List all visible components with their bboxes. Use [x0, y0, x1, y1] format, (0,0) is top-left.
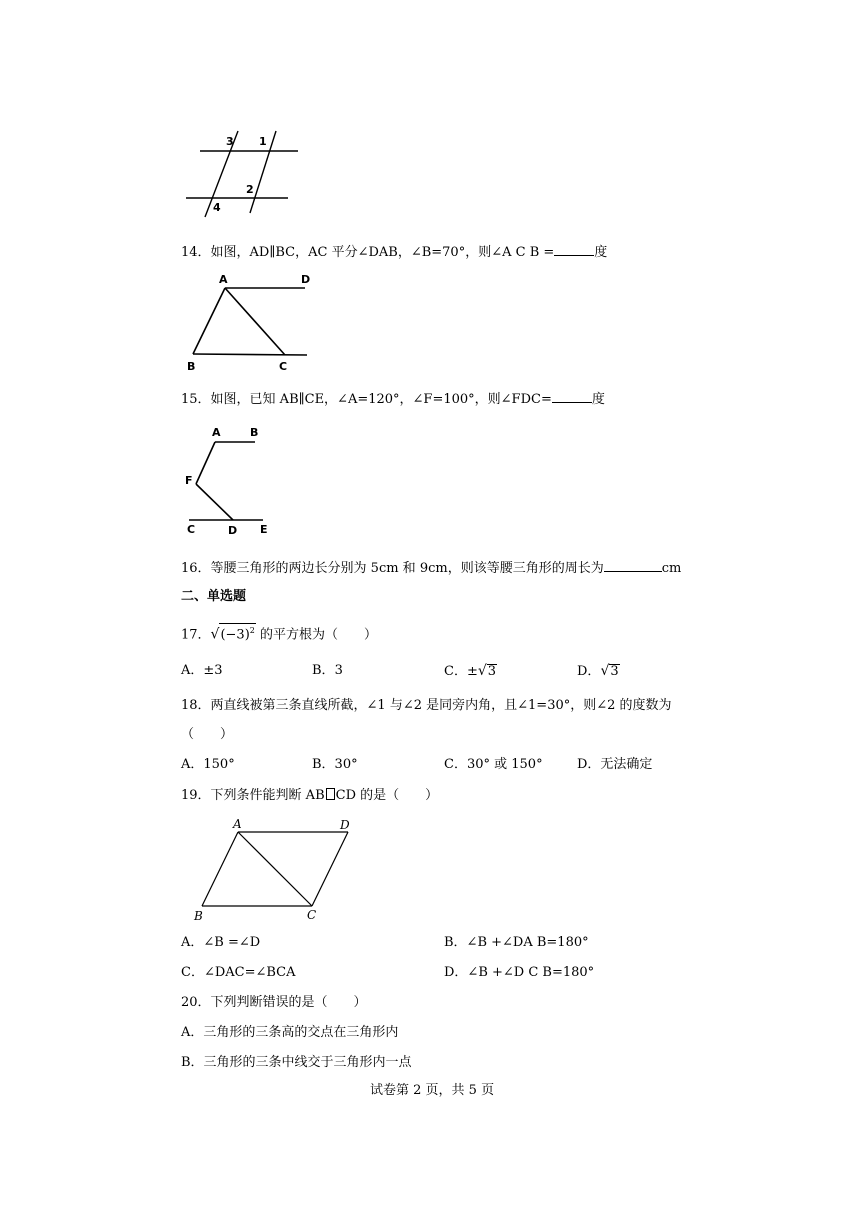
q15-answer-blank[interactable] [552, 390, 592, 403]
q17-option-a[interactable]: A．±3 [181, 663, 223, 678]
q13-figure [180, 125, 305, 220]
q19-text-end: CD 的是（ ） [335, 788, 439, 803]
q15-suffix: 度 [591, 392, 605, 407]
q15-text: 15．如图，已知 AB∥CE，∠A=120°，∠F=100°，则∠FDC= [181, 392, 552, 407]
q15-label-D: D [228, 524, 238, 537]
q17-prefix: 17． [181, 627, 211, 643]
q17-option-c[interactable]: C．±√3 [444, 663, 497, 679]
q19-option-d[interactable]: D．∠B +∠D C B=180° [444, 965, 595, 980]
q15-label-A: A [212, 426, 221, 439]
q19-label-C: C [307, 908, 317, 922]
q14-label-A: A [219, 273, 228, 286]
q20-question: 20．下列判断错误的是（ ） [181, 995, 367, 1010]
q19-option-b[interactable]: B．∠B +∠DA B=180° [444, 935, 589, 950]
q14-text: 14．如图，AD∥BC，AC 平分∠DAB，∠B=70°，则∠A C B = [181, 245, 555, 260]
q14-figure [185, 272, 315, 374]
q19-label-A: A [233, 817, 242, 831]
q13-label-1: 1 [259, 135, 267, 148]
q14-question [181, 243, 607, 261]
q15-label-B: B [250, 426, 259, 439]
q19-label-D: D [340, 818, 350, 832]
q16-text: 16．等腰三角形的两边长分别为 5cm 和 9cm，则该等腰三角形的周长为 [181, 561, 604, 576]
q14-label-C: C [279, 360, 288, 373]
q18-option-d[interactable]: D．无法确定 [577, 757, 653, 772]
q19-option-a[interactable]: A．∠B =∠D [181, 935, 261, 950]
q20-option-a[interactable]: A．三角形的三条高的交点在三角形内 [181, 1025, 399, 1040]
q18-question: 18．两直线被第三条直线所截，∠1 与∠2 是同旁内角，且∠1=30°，则∠2 的度数为 [181, 698, 672, 713]
page-footer: 试卷第 2 页，共 5 页 [370, 1083, 495, 1098]
q14-label-D: D [301, 273, 311, 286]
q15-label-F: F [185, 474, 193, 487]
q13-label-4: 4 [213, 201, 221, 214]
q19-missing-glyph [326, 788, 335, 800]
q17-option-d[interactable]: D．√3 [577, 663, 619, 679]
q17-text: 的平方根为（ ） [260, 627, 378, 643]
q16-question [181, 559, 681, 577]
q19-question [181, 788, 438, 804]
section-title: 二、单选题 [181, 589, 247, 604]
q15-label-E: E [260, 523, 268, 536]
q15-label-C: C [187, 523, 196, 536]
q16-answer-blank[interactable] [604, 559, 662, 572]
q13-label-2: 2 [246, 183, 254, 196]
q17-sqrt-symbol: √ [210, 626, 220, 643]
q14-suffix: 度 [594, 245, 608, 260]
q17-question [181, 623, 377, 643]
q13-label-3: 3 [226, 135, 234, 148]
q18-option-a[interactable]: A．150° [181, 757, 235, 772]
q19-figure [190, 816, 360, 926]
q19-label-B: B [194, 909, 203, 923]
q14-label-B: B [187, 360, 196, 373]
q20-option-b[interactable]: B．三角形的三条中线交于三角形内一点 [181, 1055, 412, 1070]
q17-option-b[interactable]: B．3 [312, 663, 343, 678]
q18-option-b[interactable]: B．30° [312, 757, 358, 772]
q17-radicand: $(-3)^2$ [219, 623, 255, 641]
q19-option-c[interactable]: C．∠DAC=∠BCA [181, 965, 296, 980]
q19-text: 19．下列条件能判断 AB [181, 788, 325, 803]
q15-figure [183, 422, 283, 537]
q15-question [181, 390, 605, 408]
q18-option-c[interactable]: C．30° 或 150° [444, 757, 543, 772]
q17-exponent: 2 [249, 626, 255, 635]
q16-suffix: cm [661, 561, 682, 576]
q18-paren: （ ） [181, 727, 234, 742]
q14-answer-blank[interactable] [554, 243, 594, 256]
